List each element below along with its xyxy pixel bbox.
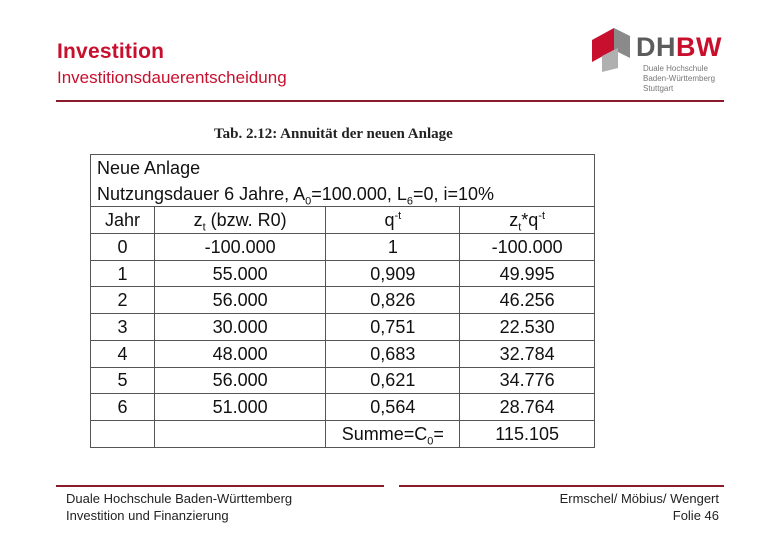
table-heading-row: [91, 155, 595, 181]
sum-label: [326, 420, 460, 447]
cell-ztq: 34.776: [460, 367, 595, 394]
table-heading: Neue Anlage: [91, 155, 595, 181]
cell-q: 0,909: [326, 260, 460, 287]
sum-value: 115.105: [460, 420, 595, 447]
cell-ztq: -100.000: [460, 234, 595, 261]
cell-ztq: 32.784: [460, 340, 595, 367]
footer-left: [66, 490, 292, 524]
params-l-sub: 6: [406, 195, 413, 208]
table-caption: Tab. 2.12: Annuität der neuen Anlage: [214, 126, 453, 142]
table-row: [91, 314, 595, 341]
params-mid1: =100.000, L: [311, 183, 407, 204]
q-sup: -t: [394, 210, 402, 223]
logo-line: Baden-Württemberg: [643, 74, 716, 83]
dhbw-logo: [588, 26, 728, 98]
cell-q: 0,621: [326, 367, 460, 394]
footer-divider-left: [56, 485, 384, 487]
cell-jahr: 1: [91, 260, 155, 287]
col-header-ztq: [460, 207, 595, 234]
cell-ztq: 49.995: [460, 260, 595, 287]
cell-empty: [91, 420, 155, 447]
logo-word-suffix: BW: [676, 32, 722, 62]
logo-line: Stuttgart: [643, 84, 674, 93]
table-row: [91, 287, 595, 314]
table-row: [91, 394, 595, 421]
page-subtitle: Investitionsdauerentscheidung: [57, 68, 287, 87]
cell-jahr: 5: [91, 367, 155, 394]
dhbw-logo-icon: [588, 26, 634, 72]
footer-institution: Duale Hochschule Baden-Württemberg: [66, 491, 293, 506]
table-row: [91, 367, 595, 394]
footer-right: [560, 490, 719, 524]
cell-jahr: 6: [91, 394, 155, 421]
footer-slide-number: Folie 46: [672, 508, 719, 523]
sum-row: [91, 420, 595, 447]
params-prefix: Nutzungsdauer 6 Jahre, A: [97, 183, 306, 204]
cell-jahr: 0: [91, 234, 155, 261]
cell-zt: -100.000: [154, 234, 326, 261]
header-divider: [56, 100, 724, 102]
col-header-q: [326, 207, 460, 234]
logo-subtext: [643, 64, 715, 94]
cell-jahr: 2: [91, 287, 155, 314]
cell-ztq: 46.256: [460, 287, 595, 314]
zt-rest: (bzw. R0): [205, 210, 287, 231]
cell-zt: 48.000: [154, 340, 326, 367]
zt-sub: t: [202, 221, 206, 234]
footer-course: Investition und Finanzierung: [66, 508, 229, 523]
table-row: [91, 234, 595, 261]
cell-zt: 30.000: [154, 314, 326, 341]
params-mid2: =0, i=10%: [412, 183, 495, 204]
cell-q: 0,683: [326, 340, 460, 367]
cell-q: 0,751: [326, 314, 460, 341]
cell-empty: [154, 420, 326, 447]
column-header-row: [91, 207, 595, 234]
table-params: [91, 181, 595, 207]
cell-zt: 56.000: [154, 287, 326, 314]
table-row: [91, 340, 595, 367]
logo-wordmark: [636, 32, 722, 63]
zt-base: z: [193, 210, 203, 231]
col-header-zt: [154, 207, 326, 234]
ztq-base: z: [509, 210, 519, 231]
q-base: q: [384, 210, 395, 231]
footer-divider-right: [399, 485, 724, 487]
sum-label-sub: 0: [427, 435, 434, 448]
col-header-jahr: Jahr: [91, 207, 155, 234]
params-a-sub: 0: [305, 195, 312, 208]
cell-zt: 55.000: [154, 260, 326, 287]
cell-zt: 51.000: [154, 394, 326, 421]
cell-ztq: 28.764: [460, 394, 595, 421]
cell-ztq: 22.530: [460, 314, 595, 341]
cell-zt: 56.000: [154, 367, 326, 394]
cell-q: 1: [326, 234, 460, 261]
cell-jahr: 4: [91, 340, 155, 367]
ztq-mid: *q: [521, 210, 539, 231]
annuity-table: [90, 154, 595, 448]
cell-q: 0,564: [326, 394, 460, 421]
table-row: [91, 260, 595, 287]
page-title: Investition: [57, 40, 165, 63]
cell-jahr: 3: [91, 314, 155, 341]
table-params-row: [91, 181, 595, 207]
sum-label-suffix: =: [433, 423, 444, 444]
logo-word-prefix: DH: [636, 32, 676, 62]
logo-line: Duale Hochschule: [643, 64, 708, 73]
ztq-sup: -t: [538, 210, 546, 223]
cell-q: 0,826: [326, 287, 460, 314]
sum-label-prefix: Summe=C: [341, 423, 428, 444]
footer-authors: Ermschel/ Möbius/ Wengert: [559, 491, 719, 506]
ztq-sub: t: [518, 221, 522, 234]
